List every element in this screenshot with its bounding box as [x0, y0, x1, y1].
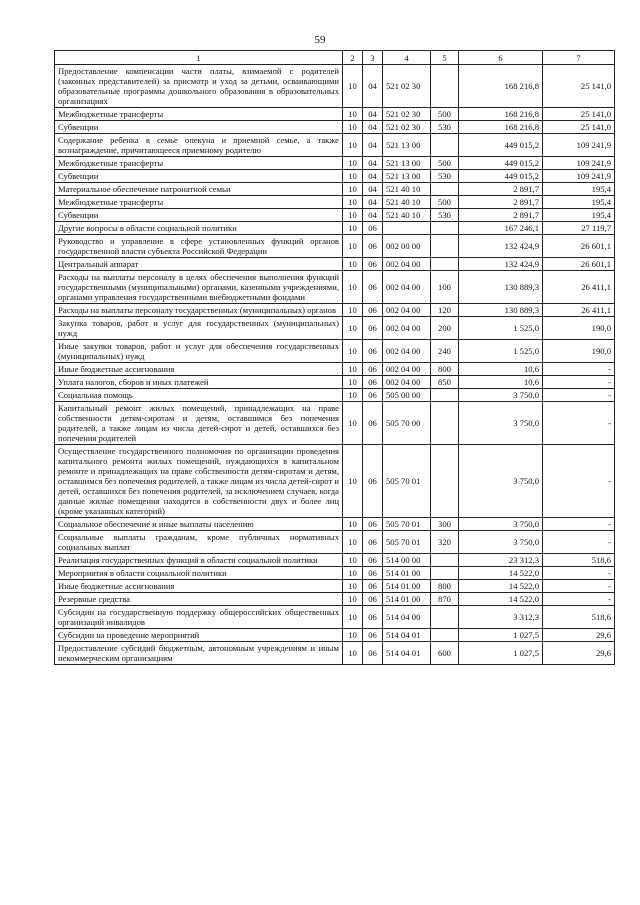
cell-description: Уплата налогов, сборов и иных платежей	[55, 376, 343, 389]
cell-description: Субвенции	[55, 121, 343, 134]
table-row	[55, 340, 615, 363]
table-row	[55, 629, 615, 642]
cell-section: 10	[343, 606, 363, 629]
cell-amount-total: 132 424,9	[459, 258, 543, 271]
cell-amount-total: 2 891,7	[459, 196, 543, 209]
col-header: 7	[543, 51, 615, 65]
cell-amount-local: 195,4	[543, 183, 615, 196]
cell-amount-total: 3 750,0	[459, 518, 543, 531]
cell-amount-local: 109 241,9	[543, 134, 615, 157]
cell-amount-local: 26 411,1	[543, 271, 615, 304]
table-row	[55, 642, 615, 665]
cell-expense-type	[431, 134, 459, 157]
cell-expense-type: 500	[431, 196, 459, 209]
cell-amount-local: 26 601,1	[543, 258, 615, 271]
cell-amount-local: -	[543, 580, 615, 593]
cell-amount-total: 3 750,0	[459, 402, 543, 445]
cell-target-article: 002 04 00	[383, 304, 431, 317]
cell-section: 10	[343, 65, 363, 108]
cell-amount-local: 109 241,9	[543, 157, 615, 170]
cell-description: Материальное обеспечение патронатной семьи	[55, 183, 343, 196]
cell-amount-total: 1 525,0	[459, 317, 543, 340]
cell-amount-total: 168 216,8	[459, 121, 543, 134]
cell-amount-total: 14 522,0	[459, 593, 543, 606]
cell-amount-total: 1 027,5	[459, 642, 543, 665]
cell-amount-local: -	[543, 518, 615, 531]
page-number: 59	[314, 34, 326, 46]
cell-expense-type	[431, 389, 459, 402]
cell-description: Мероприятия в области социальной политики	[55, 567, 343, 580]
cell-section: 10	[343, 209, 363, 222]
cell-section: 10	[343, 376, 363, 389]
table-row	[55, 170, 615, 183]
table-row	[55, 183, 615, 196]
cell-expense-type	[431, 554, 459, 567]
cell-target-article: 002 04 00	[383, 340, 431, 363]
table-row	[55, 209, 615, 222]
cell-subsection: 04	[363, 170, 383, 183]
cell-section: 10	[343, 389, 363, 402]
cell-amount-total: 132 424,9	[459, 235, 543, 258]
cell-expense-type: 240	[431, 340, 459, 363]
cell-target-article: 521 40 10	[383, 196, 431, 209]
table-row	[55, 108, 615, 121]
cell-target-article: 505 70 01	[383, 445, 431, 518]
cell-subsection: 06	[363, 222, 383, 235]
cell-expense-type	[431, 258, 459, 271]
cell-target-article: 514 01 00	[383, 593, 431, 606]
cell-amount-local: -	[543, 531, 615, 554]
cell-amount-total: 14 522,0	[459, 580, 543, 593]
col-header: 3	[363, 51, 383, 65]
cell-subsection: 04	[363, 65, 383, 108]
cell-expense-type	[431, 402, 459, 445]
cell-amount-local: 27 119,7	[543, 222, 615, 235]
col-header: 4	[383, 51, 431, 65]
cell-section: 10	[343, 235, 363, 258]
cell-target-article	[383, 222, 431, 235]
table-row	[55, 518, 615, 531]
cell-section: 10	[343, 402, 363, 445]
table-row	[55, 157, 615, 170]
cell-section: 10	[343, 317, 363, 340]
cell-amount-total: 23 312,3	[459, 554, 543, 567]
cell-amount-local: 190,0	[543, 340, 615, 363]
cell-expense-type	[431, 183, 459, 196]
cell-amount-local: 109 241,9	[543, 170, 615, 183]
col-header: 5	[431, 51, 459, 65]
cell-section: 10	[343, 340, 363, 363]
cell-amount-local: 29,6	[543, 629, 615, 642]
cell-amount-total: 3 750,0	[459, 445, 543, 518]
table-row	[55, 317, 615, 340]
cell-amount-total: 1 525,0	[459, 340, 543, 363]
cell-amount-local: -	[543, 389, 615, 402]
cell-target-article: 514 04 01	[383, 642, 431, 665]
cell-amount-local: 195,4	[543, 209, 615, 222]
cell-target-article: 505 70 00	[383, 402, 431, 445]
cell-description: Руководство и управление в сфере установленных функций органов государственной власти субъекта Российской Федерации	[55, 235, 343, 258]
cell-target-article: 521 13 00	[383, 170, 431, 183]
cell-expense-type	[431, 629, 459, 642]
cell-subsection: 04	[363, 196, 383, 209]
cell-expense-type: 530	[431, 121, 459, 134]
table-row	[55, 222, 615, 235]
cell-amount-total: 3 312,3	[459, 606, 543, 629]
cell-section: 10	[343, 170, 363, 183]
cell-expense-type: 100	[431, 271, 459, 304]
cell-section: 10	[343, 258, 363, 271]
table-row	[55, 65, 615, 108]
cell-target-article: 521 02 30	[383, 108, 431, 121]
col-header: 2	[343, 51, 363, 65]
cell-section: 10	[343, 518, 363, 531]
cell-description: Межбюджетные трансферты	[55, 196, 343, 209]
table-row	[55, 402, 615, 445]
cell-amount-total: 167 246,1	[459, 222, 543, 235]
cell-description: Социальное обеспечение и иные выплаты населению	[55, 518, 343, 531]
cell-amount-total: 449 015,2	[459, 157, 543, 170]
cell-description: Расходы на выплаты персоналу в целях обеспечения выполнения функций государственными (муниципальными) органами, казенными учреждениями, органами управления государственными внебюджетными фондами	[55, 271, 343, 304]
cell-section: 10	[343, 554, 363, 567]
cell-description: Социальные выплаты гражданам, кроме публичных нормативных социальных выплат	[55, 531, 343, 554]
cell-target-article: 505 70 01	[383, 531, 431, 554]
cell-amount-total: 2 891,7	[459, 209, 543, 222]
cell-amount-local: 25 141,0	[543, 108, 615, 121]
cell-subsection: 06	[363, 445, 383, 518]
cell-subsection: 06	[363, 340, 383, 363]
cell-expense-type: 120	[431, 304, 459, 317]
cell-target-article: 521 02 30	[383, 65, 431, 108]
cell-amount-local: 518,6	[543, 554, 615, 567]
cell-amount-total: 10,6	[459, 363, 543, 376]
cell-description: Капитальный ремонт жилых помещений, принадлежащих на праве собственности детям-сиротам и детям, оставшимся без попечения родителей, а также лицам из числа детей-сирот и детей, оставшихся без попечения родителей	[55, 402, 343, 445]
cell-expense-type: 600	[431, 642, 459, 665]
table-row	[55, 389, 615, 402]
cell-subsection: 04	[363, 108, 383, 121]
cell-description: Иные закупки товаров, работ и услуг для обеспечения государственных (муниципальных) нужд	[55, 340, 343, 363]
table-row	[55, 363, 615, 376]
cell-target-article: 505 70 01	[383, 518, 431, 531]
cell-target-article: 521 40 10	[383, 209, 431, 222]
cell-target-article: 002 04 00	[383, 317, 431, 340]
cell-subsection: 04	[363, 157, 383, 170]
table-row	[55, 606, 615, 629]
cell-description: Субвенции	[55, 170, 343, 183]
cell-target-article: 521 40 10	[383, 183, 431, 196]
cell-target-article: 514 04 01	[383, 629, 431, 642]
cell-target-article: 002 04 00	[383, 258, 431, 271]
cell-subsection: 04	[363, 209, 383, 222]
cell-amount-total: 2 891,7	[459, 183, 543, 196]
cell-subsection: 06	[363, 593, 383, 606]
cell-amount-local: -	[543, 593, 615, 606]
cell-description: Резервные средства	[55, 593, 343, 606]
cell-expense-type: 800	[431, 580, 459, 593]
cell-subsection: 06	[363, 271, 383, 304]
cell-amount-total: 3 750,0	[459, 531, 543, 554]
cell-subsection: 06	[363, 642, 383, 665]
table-row	[55, 580, 615, 593]
cell-subsection: 06	[363, 402, 383, 445]
cell-section: 10	[343, 271, 363, 304]
cell-description: Иные бюджетные ассигнования	[55, 363, 343, 376]
cell-amount-local: -	[543, 445, 615, 518]
cell-section: 10	[343, 629, 363, 642]
cell-expense-type: 850	[431, 376, 459, 389]
table-row	[55, 235, 615, 258]
cell-subsection: 06	[363, 531, 383, 554]
cell-description: Межбюджетные трансферты	[55, 157, 343, 170]
cell-subsection: 06	[363, 304, 383, 317]
cell-amount-total: 3 750,0	[459, 389, 543, 402]
cell-expense-type: 530	[431, 209, 459, 222]
cell-subsection: 06	[363, 376, 383, 389]
cell-amount-local: -	[543, 363, 615, 376]
cell-section: 10	[343, 531, 363, 554]
cell-description: Предоставление субсидий бюджетным, автономным учреждениям и иным некоммерческим организациям	[55, 642, 343, 665]
cell-target-article: 002 04 00	[383, 363, 431, 376]
cell-description: Предоставление компенсации части платы, взимаемой с родителей (законных представителей) за присмотр и уход за детьми, осваивающими образовательные программы дошкольного образования в образовательных организациях	[55, 65, 343, 108]
cell-description: Субсидии на государственную поддержку общероссийских общественных организаций инвалидов	[55, 606, 343, 629]
table-row	[55, 376, 615, 389]
cell-section: 10	[343, 134, 363, 157]
cell-amount-total: 14 522,0	[459, 567, 543, 580]
cell-amount-total: 449 015,2	[459, 170, 543, 183]
cell-description: Содержание ребенка в семье опекуна и приемной семье, а также вознаграждение, причитающееся приемному родителю	[55, 134, 343, 157]
cell-expense-type	[431, 567, 459, 580]
cell-description: Закупка товаров, работ и услуг для государственных (муниципальных) нужд	[55, 317, 343, 340]
cell-expense-type: 500	[431, 157, 459, 170]
cell-expense-type: 320	[431, 531, 459, 554]
cell-target-article: 002 00 00	[383, 235, 431, 258]
cell-subsection: 06	[363, 363, 383, 376]
cell-amount-local: 26 411,1	[543, 304, 615, 317]
cell-description: Социальная помощь	[55, 389, 343, 402]
cell-expense-type: 300	[431, 518, 459, 531]
cell-expense-type	[431, 222, 459, 235]
cell-expense-type	[431, 606, 459, 629]
table-row	[55, 134, 615, 157]
col-header: 1	[55, 51, 343, 65]
cell-amount-local: 518,6	[543, 606, 615, 629]
cell-amount-local: -	[543, 376, 615, 389]
cell-subsection: 06	[363, 258, 383, 271]
cell-section: 10	[343, 183, 363, 196]
table-row	[55, 258, 615, 271]
cell-subsection: 06	[363, 567, 383, 580]
cell-target-article: 002 04 00	[383, 271, 431, 304]
cell-target-article: 002 04 00	[383, 376, 431, 389]
table-row	[55, 271, 615, 304]
cell-subsection: 06	[363, 554, 383, 567]
cell-amount-total: 130 889,3	[459, 304, 543, 317]
cell-section: 10	[343, 580, 363, 593]
cell-amount-local: 25 141,0	[543, 65, 615, 108]
cell-description: Межбюджетные трансферты	[55, 108, 343, 121]
cell-target-article: 521 13 00	[383, 157, 431, 170]
table-row	[55, 554, 615, 567]
cell-amount-total: 168 216,8	[459, 108, 543, 121]
header-row	[55, 51, 615, 65]
cell-description: Осуществление государственного полномочия по организации проведения капитального ремонта жилых помещений, нуждающихся в капитальном ремонте и принадлежащих на праве собственности детям-сиротам и детям, оставшимся без попечения родителей, а также лицам из числа детей-сирот и детей, оставшихся без попечения родителей, за исключением случаев, когда данные жилые помещения находятся в собственности двух и более лиц (кроме указанных категорий)	[55, 445, 343, 518]
table-row	[55, 121, 615, 134]
cell-section: 10	[343, 121, 363, 134]
cell-section: 10	[343, 445, 363, 518]
cell-subsection: 06	[363, 317, 383, 340]
cell-target-article: 514 01 00	[383, 567, 431, 580]
cell-amount-local: -	[543, 402, 615, 445]
cell-section: 10	[343, 304, 363, 317]
cell-section: 10	[343, 363, 363, 376]
cell-target-article: 521 13 00	[383, 134, 431, 157]
cell-section: 10	[343, 593, 363, 606]
cell-description: Реализация государственных функций в области социальной политики	[55, 554, 343, 567]
table-body	[55, 65, 615, 665]
cell-description: Субсидии на проведение мероприятий	[55, 629, 343, 642]
cell-target-article: 505 00 00	[383, 389, 431, 402]
cell-section: 10	[343, 642, 363, 665]
col-header: 6	[459, 51, 543, 65]
cell-amount-total: 10,6	[459, 376, 543, 389]
cell-subsection: 06	[363, 518, 383, 531]
cell-section: 10	[343, 222, 363, 235]
cell-target-article: 521 02 30	[383, 121, 431, 134]
cell-description: Расходы на выплаты персоналу государственных (муниципальных) органов	[55, 304, 343, 317]
table-row	[55, 304, 615, 317]
cell-expense-type: 200	[431, 317, 459, 340]
cell-amount-local: 190,0	[543, 317, 615, 340]
cell-section: 10	[343, 157, 363, 170]
cell-amount-local: 29,6	[543, 642, 615, 665]
cell-amount-local: 26 601,1	[543, 235, 615, 258]
cell-section: 10	[343, 567, 363, 580]
cell-subsection: 06	[363, 580, 383, 593]
cell-target-article: 514 00 00	[383, 554, 431, 567]
cell-section: 10	[343, 108, 363, 121]
table-row	[55, 196, 615, 209]
cell-amount-total: 1 027,5	[459, 629, 543, 642]
cell-subsection: 04	[363, 183, 383, 196]
cell-subsection: 04	[363, 121, 383, 134]
cell-expense-type: 530	[431, 170, 459, 183]
cell-subsection: 06	[363, 235, 383, 258]
cell-expense-type	[431, 65, 459, 108]
table-row	[55, 593, 615, 606]
cell-subsection: 06	[363, 389, 383, 402]
cell-amount-total: 130 889,3	[459, 271, 543, 304]
cell-target-article: 514 01 00	[383, 580, 431, 593]
cell-description: Центральный аппарат	[55, 258, 343, 271]
cell-amount-local: 25 141,0	[543, 121, 615, 134]
cell-amount-local: 195,4	[543, 196, 615, 209]
cell-amount-total: 449 015,2	[459, 134, 543, 157]
cell-target-article: 514 04 00	[383, 606, 431, 629]
cell-description: Другие вопросы в области социальной политики	[55, 222, 343, 235]
table-row	[55, 567, 615, 580]
cell-expense-type	[431, 235, 459, 258]
cell-description: Субвенции	[55, 209, 343, 222]
cell-amount-local: -	[543, 567, 615, 580]
cell-subsection: 04	[363, 134, 383, 157]
cell-description: Иные бюджетные ассигнования	[55, 580, 343, 593]
cell-expense-type	[431, 445, 459, 518]
cell-amount-total: 168 216,8	[459, 65, 543, 108]
table-row	[55, 445, 615, 518]
cell-subsection: 06	[363, 606, 383, 629]
cell-expense-type: 800	[431, 363, 459, 376]
table-row	[55, 531, 615, 554]
cell-expense-type: 500	[431, 108, 459, 121]
budget-table	[54, 50, 615, 665]
cell-expense-type: 870	[431, 593, 459, 606]
cell-subsection: 06	[363, 629, 383, 642]
cell-section: 10	[343, 196, 363, 209]
